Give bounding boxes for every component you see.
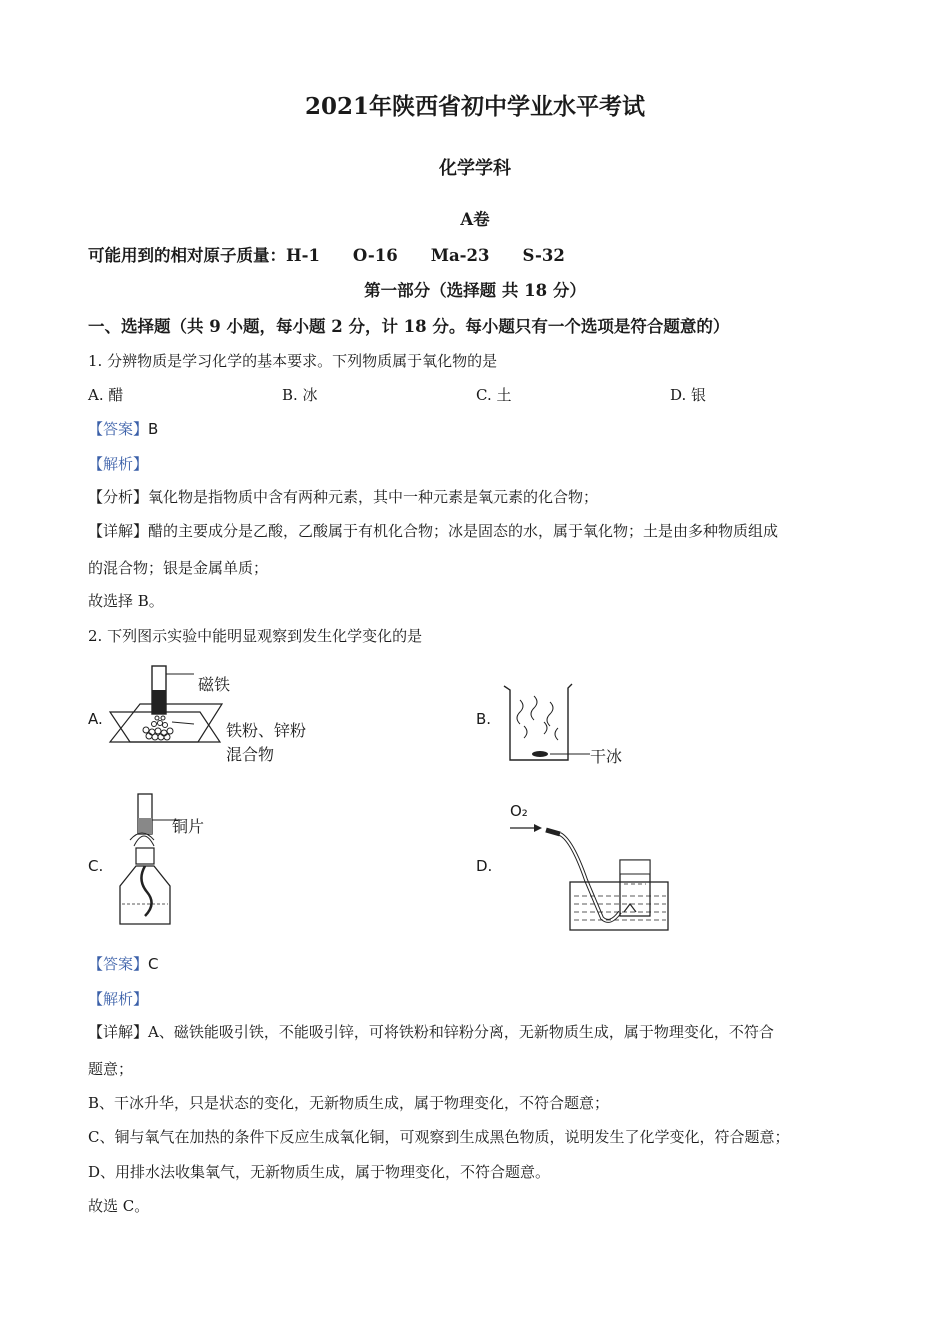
- figure-b-dry-ice: [500, 680, 650, 770]
- q1-option-a: A. 醋: [88, 386, 124, 404]
- q2-option-b: B.: [476, 710, 492, 728]
- q2-detail-b: B、干冰升华，只是状态的变化，无新物质生成，属于物理变化，不符合题意；: [88, 1094, 610, 1112]
- subject-title: 化学学科: [439, 158, 511, 179]
- q1-answer-line: [88, 418, 158, 439]
- q1-option-d: D. 银: [670, 386, 707, 404]
- q2-detail-a1: A、磁铁能吸引铁，不能吸引锌，可将铁粉和锌粉分离，无新物质生成，属于物理变化，不符合: [148, 1023, 774, 1041]
- q2-answer: C: [148, 955, 159, 973]
- section-heading: 一、选择题（共 9 小题，每小题 2 分，计 18 分。每小题只有一个选项是符合题意的）: [88, 317, 730, 336]
- q1-answer-tag: 【答案】: [88, 420, 149, 438]
- q1-stem: 1. 分辨物质是学习化学的基本要求。下列物质属于氧化物的是: [88, 352, 498, 370]
- part-heading: 第一部分（选择题 共 18 分）: [364, 281, 586, 300]
- q2-option-c: C.: [88, 857, 104, 875]
- q1-fenxi-tag: 【分析】: [88, 488, 149, 506]
- volume-label: A卷: [460, 210, 490, 229]
- q1-answer: B: [148, 420, 159, 438]
- q2-answer-tag: 【答案】: [88, 955, 149, 973]
- q2-detail-c: C、铜与氧气在加热的条件下反应生成氧化铜，可观察到生成黑色物质，说明发生了化学变化，符合题意；: [88, 1128, 790, 1146]
- q1-option-c: C. 土: [476, 386, 512, 404]
- figure-b-label: 干冰: [590, 747, 623, 766]
- figure-a-label-mixture: 混合物: [226, 745, 275, 764]
- q2-detail-a2: 题意；: [88, 1060, 134, 1078]
- figure-c-copper-heating: [112, 790, 232, 932]
- q1-detail-1: 醋的主要成分是乙酸，乙酸属于有机化合物；冰是固态的水，属于氧化物；土是由多种物质组成: [148, 522, 779, 540]
- q1-fenxi: 氧化物是指物质中含有两种元素，其中一种元素是氧元素的化合物；: [148, 488, 599, 506]
- figure-d-label: O₂: [510, 802, 528, 820]
- q1-detail-tag: 【详解】: [88, 522, 149, 540]
- q2-analysis-tag: 【解析】: [88, 990, 149, 1008]
- q2-conclusion: 故选 C。: [88, 1197, 150, 1215]
- figure-a-label-powder: 铁粉、锌粉: [226, 721, 307, 740]
- figure-c-label: 铜片: [172, 817, 205, 836]
- q2-detail-tag: 【详解】: [88, 1023, 149, 1041]
- beaker-diagram: [500, 680, 650, 770]
- q2-detail-line-a1: [88, 1021, 774, 1042]
- alcohol-lamp-diagram: [112, 790, 232, 932]
- q1-conclusion: 故选择 B。: [88, 592, 164, 610]
- q2-stem: 2. 下列图示实验中能明显观察到发生化学变化的是: [88, 627, 423, 645]
- figure-a-magnet: [108, 660, 338, 770]
- water-collection-diagram: [506, 800, 686, 932]
- figure-a-label-magnet: 磁铁: [198, 675, 231, 694]
- q1-detail-line2: 的混合物；银是金属单质；: [88, 559, 269, 577]
- exam-title: 2021年陕西省初中学业水平考试: [304, 93, 645, 120]
- atomic-masses: 可能用到的相对原子质量：H-1 O-16 Ma-23 S-32: [88, 246, 565, 265]
- q2-answer-line: [88, 953, 159, 974]
- q1-fenxi-line: [88, 486, 598, 507]
- q2-option-d: D.: [476, 857, 493, 875]
- q1-option-b: B. 冰: [282, 386, 318, 404]
- q2-detail-d: D、用排水法收集氧气，无新物质生成，属于物理变化，不符合题意。: [88, 1163, 551, 1181]
- figure-d-oxygen-collection: [506, 800, 686, 932]
- q1-detail-line1: [88, 520, 778, 541]
- q2-option-a: A.: [88, 710, 103, 728]
- q1-analysis-tag: 【解析】: [88, 455, 149, 473]
